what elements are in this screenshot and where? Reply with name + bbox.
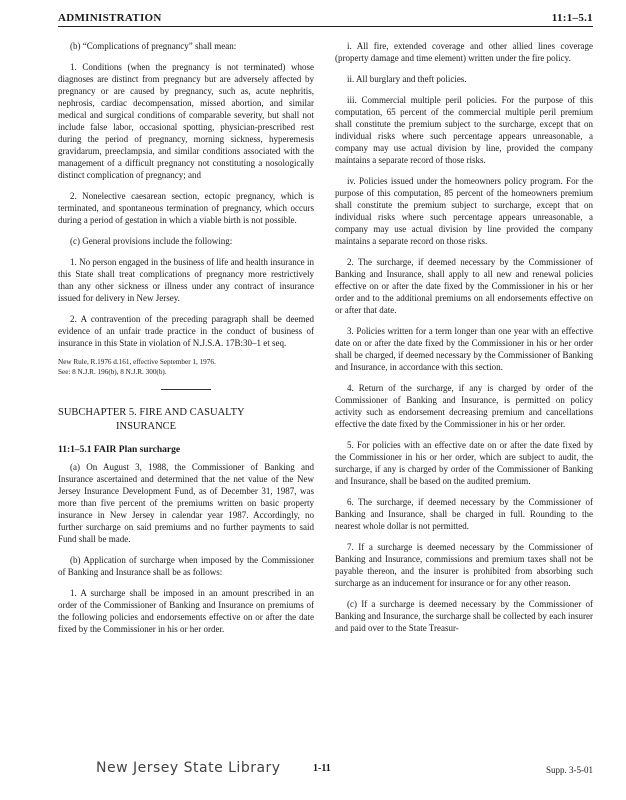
paragraph-a: (a) On August 3, 1988, the Commissioner of Banking and Insurance ascertained and determined that the net value of the New Jersey Insurance Development Fund, as of December 31, 1987, was more than five percent of the premiums written on basic property insurance in New Jersey in calendar year 1987. Accordingly, no further surcharge on said premiums and no further payments to said Fund shall be made. [58,462,314,544]
paragraph-iii: iii. Commercial multiple peril policies. For the purpose of this computation, 65 percent of the commercial multiple peril premium shall constitute the premium subject to the surcharge, except that on individual risks where such percentage appears unreasonable, a company may use actual division by line, provided the company maintains a separate record of those risks. [335,95,593,165]
paragraph-7: 7. If a surcharge is deemed necessary by the Commissioner of Banking and Insurance, commissions and premium taxes shall not be payable thereon, and the insurer is prohibited from absorbing such surcharge as an inducement for insurance or for any other reason. [335,542,593,588]
paragraph-b1: 1. Conditions (when the pregnancy is not terminated) whose diagnoses are distinct from pregnancy but are adversely affected by pregnancy or are caused by pregnancy, such as, acute nephritis, nephrosis, cardiac decompensation, missed abortion, and similar medical and surgical conditions of comparable severity, but shall not include false labor, occasional spotting, physician-prescribed rest during the period of pregnancy, morning sickness, hyperemesis gravidarum, preeclampsia, and similar conditions associated with the management of a difficult pregnancy not constituting a nosologically distinct complication of pregnancy; and [58,62,314,180]
page-number: 1-11 [313,763,331,774]
paragraph-4: 4. Return of the surcharge, if any is charged by order of the Commissioner of Banking and Insurance, is permitted on policy activity such as endorsement decreasing premium and cancellations effective the date fixed by the Commissioner in his or her order. [335,383,593,429]
paragraph-b-application: (b) Application of surcharge when imposed by the Commissioner of Banking and Insurance shall be as follows: [58,555,314,577]
subchapter-title-line2: INSURANCE [116,421,177,432]
paragraph-ii: ii. All burglary and theft policies. [347,74,467,84]
history-note-rule: New Rule, R.1976 d.161, effective September 1, 1976. [58,358,216,366]
header-title: ADMINISTRATION [58,12,162,24]
library-watermark: New Jersey State Library [96,760,281,776]
paragraph-2: 2. The surcharge, if deemed necessary by the Commissioner of Banking and Insurance, shall apply to all new and renewal policies effective on or after the date fixed by the Commissioner in his or her order and to the additional premiums on all endorsements effective on or after that date. [335,257,593,315]
paragraph-iv: iv. Policies issued under the homeowners policy program. For the purpose of this computation, 85 percent of the homeowners premium shall constitute the premium subject to surcharge, except that on individual risks where such percentage appears unreasonable, a company may use actual division by line provided the company maintains a separate record on those risks. [335,176,593,246]
paragraph-6: 6. The surcharge, if deemed necessary by the Commissioner of Banking and Insurance, shall be charged in full. Rounding to the nearest whole dollar is not permitted. [335,497,593,531]
paragraph-5: 5. For policies with an effective date on or after the date fixed by the Commissioner in his or her order, which are subject to audit, the surcharge, if any is charged by order of the Commissioner of Banking and Insurance, shall be based on the audited premium. [335,440,593,486]
running-header [58,12,593,27]
paragraph-c1: 1. No person engaged in the business of life and health insurance in this State shall treat complications of pregnancy more restrictively than any other sickness or illness under any contract of insurance issued for delivery in New Jersey. [58,257,314,303]
history-note [58,358,314,377]
page-footer [58,760,593,780]
subchapter-title-line1: SUBCHAPTER 5. FIRE AND CASUALTY [58,407,245,418]
paragraph-b-application-1: 1. A surcharge shall be imposed in an amount prescribed in an order of the Commissioner of Banking and Insurance on premiums of the following policies and endorsements effective on or after the date fixed by the Commissioner in his or her order. [58,588,314,634]
paragraph-c2: 2. A contravention of the preceding paragraph shall be deemed evidence of an unfair trade practice in the conduct of business of insurance in this State in violation of N.J.S.A. 17B:30–1 et seq. [58,314,314,348]
divider [161,389,211,390]
paragraph-b2: 2. Nonelective caesarean section, ectopic pregnancy, which is terminated, and spontaneous termination of pregnancy, which occurs during a period of gestation in which a viable birth is not possible. [58,191,314,225]
paragraph-b-intro: (b) “Complications of pregnancy” shall mean: [70,41,237,51]
paragraph-3: 3. Policies written for a term longer than one year with an effective date on or after the date fixed by the Commissioner in his or her order shall be charged, if deemed necessary by the Commissioner of Banking and Insurance, in accordance with this section. [335,326,593,372]
right-column [335,40,593,643]
paragraph-i: i. All fire, extended coverage and other allied lines coverage (property damage and time element) written under the fire policy. [335,41,593,63]
paragraph-c-intro: (c) General provisions include the following: [70,236,233,246]
section-heading: 11:1–5.1 FAIR Plan surcharge [58,445,181,455]
header-section-number: 11:1–5.1 [551,12,593,24]
paragraph-c: (c) If a surcharge is deemed necessary by the Commissioner of Banking and Insurance, the surcharge shall be collected by each insurer and paid over to the State Treasur- [335,599,593,633]
supplement-date: Supp. 3-5-01 [546,765,593,775]
left-column [58,40,314,644]
history-note-see: See: 8 N.J.R. 196(b), 8 N.J.R. 300(b). [58,367,167,376]
subchapter-heading [58,406,314,434]
